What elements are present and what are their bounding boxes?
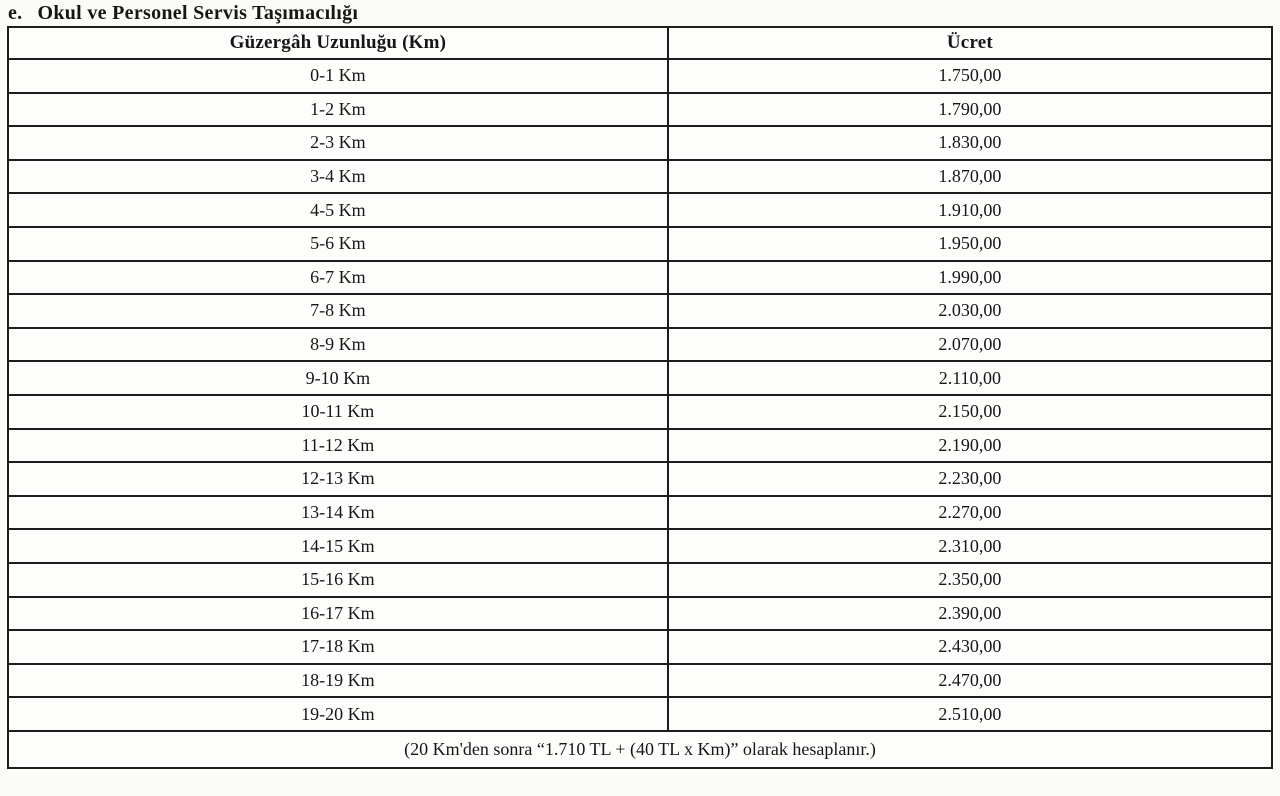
route-length-cell: 14-15 Km [8,529,668,563]
route-length-cell: 7-8 Km [8,294,668,328]
table-row [8,630,1272,664]
fare-cell: 2.110,00 [668,361,1272,395]
table-row [8,227,1272,261]
route-length-cell: 4-5 Km [8,193,668,227]
route-length-cell: 2-3 Km [8,126,668,160]
route-length-cell: 18-19 Km [8,664,668,698]
fare-cell: 1.830,00 [668,126,1272,160]
section-letter: e. [8,2,23,24]
table-row [8,563,1272,597]
table-row [8,395,1272,429]
table-footer-row [8,731,1272,768]
column-header-fare: Ücret [668,27,1272,59]
fare-cell: 2.190,00 [668,429,1272,463]
route-length-cell: 15-16 Km [8,563,668,597]
fare-cell: 2.390,00 [668,597,1272,631]
table-row [8,294,1272,328]
route-length-cell: 9-10 Km [8,361,668,395]
route-length-cell: 3-4 Km [8,160,668,194]
table-row [8,664,1272,698]
fare-table [7,26,1273,769]
table-row [8,328,1272,362]
footer-note: (20 Km'den sonra “1.710 TL + (40 TL x Km)” olarak hesaplanır.) [8,731,1272,768]
section-title [0,0,1280,26]
fare-cell: 2.310,00 [668,529,1272,563]
table-row [8,462,1272,496]
route-length-cell: 10-11 Km [8,395,668,429]
route-length-cell: 6-7 Km [8,261,668,295]
route-length-cell: 17-18 Km [8,630,668,664]
fare-cell: 2.470,00 [668,664,1272,698]
table-row [8,126,1272,160]
fare-cell: 1.990,00 [668,261,1272,295]
column-header-route-length: Güzergâh Uzunluğu (Km) [8,27,668,59]
fare-cell: 1.790,00 [668,93,1272,127]
fare-cell: 2.350,00 [668,563,1272,597]
route-length-cell: 1-2 Km [8,93,668,127]
table-row [8,160,1272,194]
table-row [8,496,1272,530]
section-title-text: Okul ve Personel Servis Taşımacılığı [37,2,359,24]
route-length-cell: 5-6 Km [8,227,668,261]
route-length-cell: 19-20 Km [8,697,668,731]
table-row [8,529,1272,563]
fare-cell: 2.030,00 [668,294,1272,328]
table-row [8,193,1272,227]
route-length-cell: 12-13 Km [8,462,668,496]
route-length-cell: 11-12 Km [8,429,668,463]
fare-cell: 2.070,00 [668,328,1272,362]
fare-cell: 2.150,00 [668,395,1272,429]
route-length-cell: 0-1 Km [8,59,668,93]
fare-cell: 2.230,00 [668,462,1272,496]
table-row [8,429,1272,463]
route-length-cell: 13-14 Km [8,496,668,530]
table-row [8,597,1272,631]
fare-cell: 2.430,00 [668,630,1272,664]
route-length-cell: 16-17 Km [8,597,668,631]
table-row [8,59,1272,93]
table-header-row [8,27,1272,59]
fare-table-body [8,59,1272,731]
table-row [8,93,1272,127]
fare-cell: 1.870,00 [668,160,1272,194]
fare-cell: 1.950,00 [668,227,1272,261]
table-row [8,361,1272,395]
fare-cell: 2.270,00 [668,496,1272,530]
route-length-cell: 8-9 Km [8,328,668,362]
fare-cell: 2.510,00 [668,697,1272,731]
fare-cell: 1.750,00 [668,59,1272,93]
table-row [8,261,1272,295]
table-row [8,697,1272,731]
fare-cell: 1.910,00 [668,193,1272,227]
